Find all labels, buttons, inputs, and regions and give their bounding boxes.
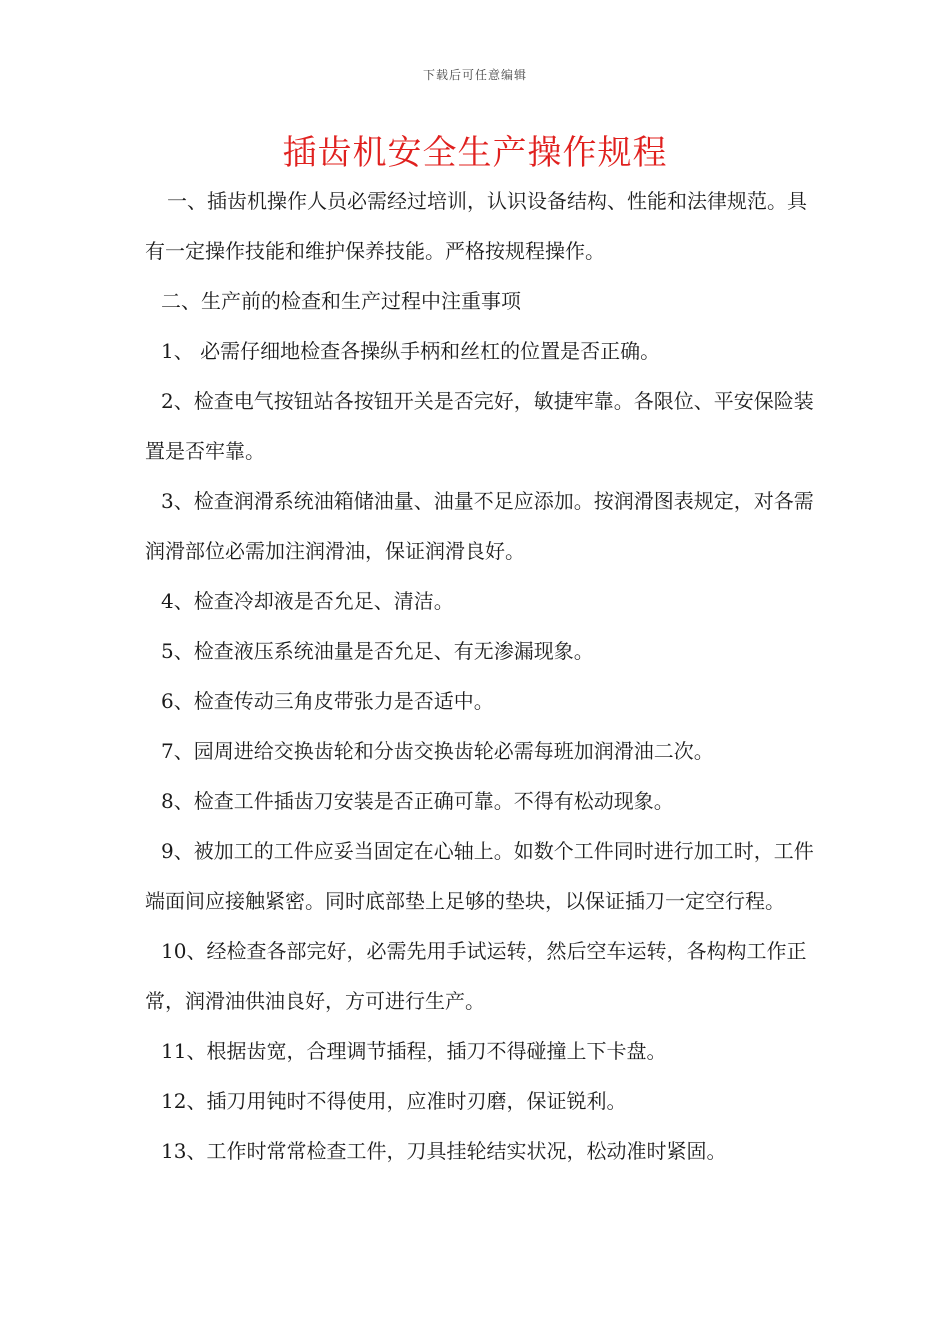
paragraph-item-9: 9、被加工的工件应妥当固定在心轴上。如数个工件同时进行加工时，工件端面间应接触紧密。同时底部垫上足够的垫块，以保证插刀一定空行程。 bbox=[145, 839, 814, 913]
paragraph-item-8: 8、检查工件插齿刀安装是否正确可靠。不得有松动现象。 bbox=[161, 789, 674, 813]
paragraph-item-1: 1、 必需仔细地检查各操纵手柄和丝杠的位置是否正确。 bbox=[161, 339, 661, 363]
paragraph-item-2: 2、检查电气按钮站各按钮开关是否完好，敏捷牢靠。各限位、平安保险装置是否牢靠。 bbox=[145, 389, 814, 463]
paragraph-item-7: 7、园周进给交换齿轮和分齿交换齿轮必需每班加润滑油二次。 bbox=[161, 739, 714, 763]
paragraph-item-10: 10、经检查各部完好，必需先用手试运转，然后空车运转，各构构工作正常，润滑油供油良好，方可进行生产。 bbox=[145, 939, 807, 1013]
paragraph-item-13: 13、工作时常常检查工件，刀具挂轮结实状况，松动准时紧固。 bbox=[161, 1139, 727, 1163]
paragraph-item-12: 12、插刀用钝时不得使用，应准时刃磨，保证锐利。 bbox=[161, 1089, 627, 1113]
document-title: 插齿机安全生产操作规程 bbox=[282, 133, 668, 173]
paragraph-item-4: 4、检查冷却液是否允足、清洁。 bbox=[161, 589, 454, 613]
header-note: 下载后可任意编辑 bbox=[422, 68, 527, 82]
paragraph-item-6: 6、检查传动三角皮带张力是否适中。 bbox=[161, 689, 494, 713]
paragraph-item-11: 11、根据齿宽，合理调节插程，插刀不得碰撞上下卡盘。 bbox=[161, 1039, 667, 1063]
paragraph-section-1: 一、插齿机操作人员必需经过培训，认识设备结构、性能和法律规范。具有一定操作技能和维护保养技能。严格按规程操作。 bbox=[145, 189, 807, 263]
document-body bbox=[145, 176, 825, 1176]
paragraph-section-2: 二、生产前的检查和生产过程中注重事项 bbox=[161, 289, 521, 313]
paragraph-item-3: 3、检查润滑系统油箱储油量、油量不足应添加。按润滑图表规定，对各需润滑部位必需加注润滑油，保证润滑良好。 bbox=[145, 489, 814, 563]
paragraph-item-5: 5、检查液压系统油量是否允足、有无渗漏现象。 bbox=[161, 639, 594, 663]
